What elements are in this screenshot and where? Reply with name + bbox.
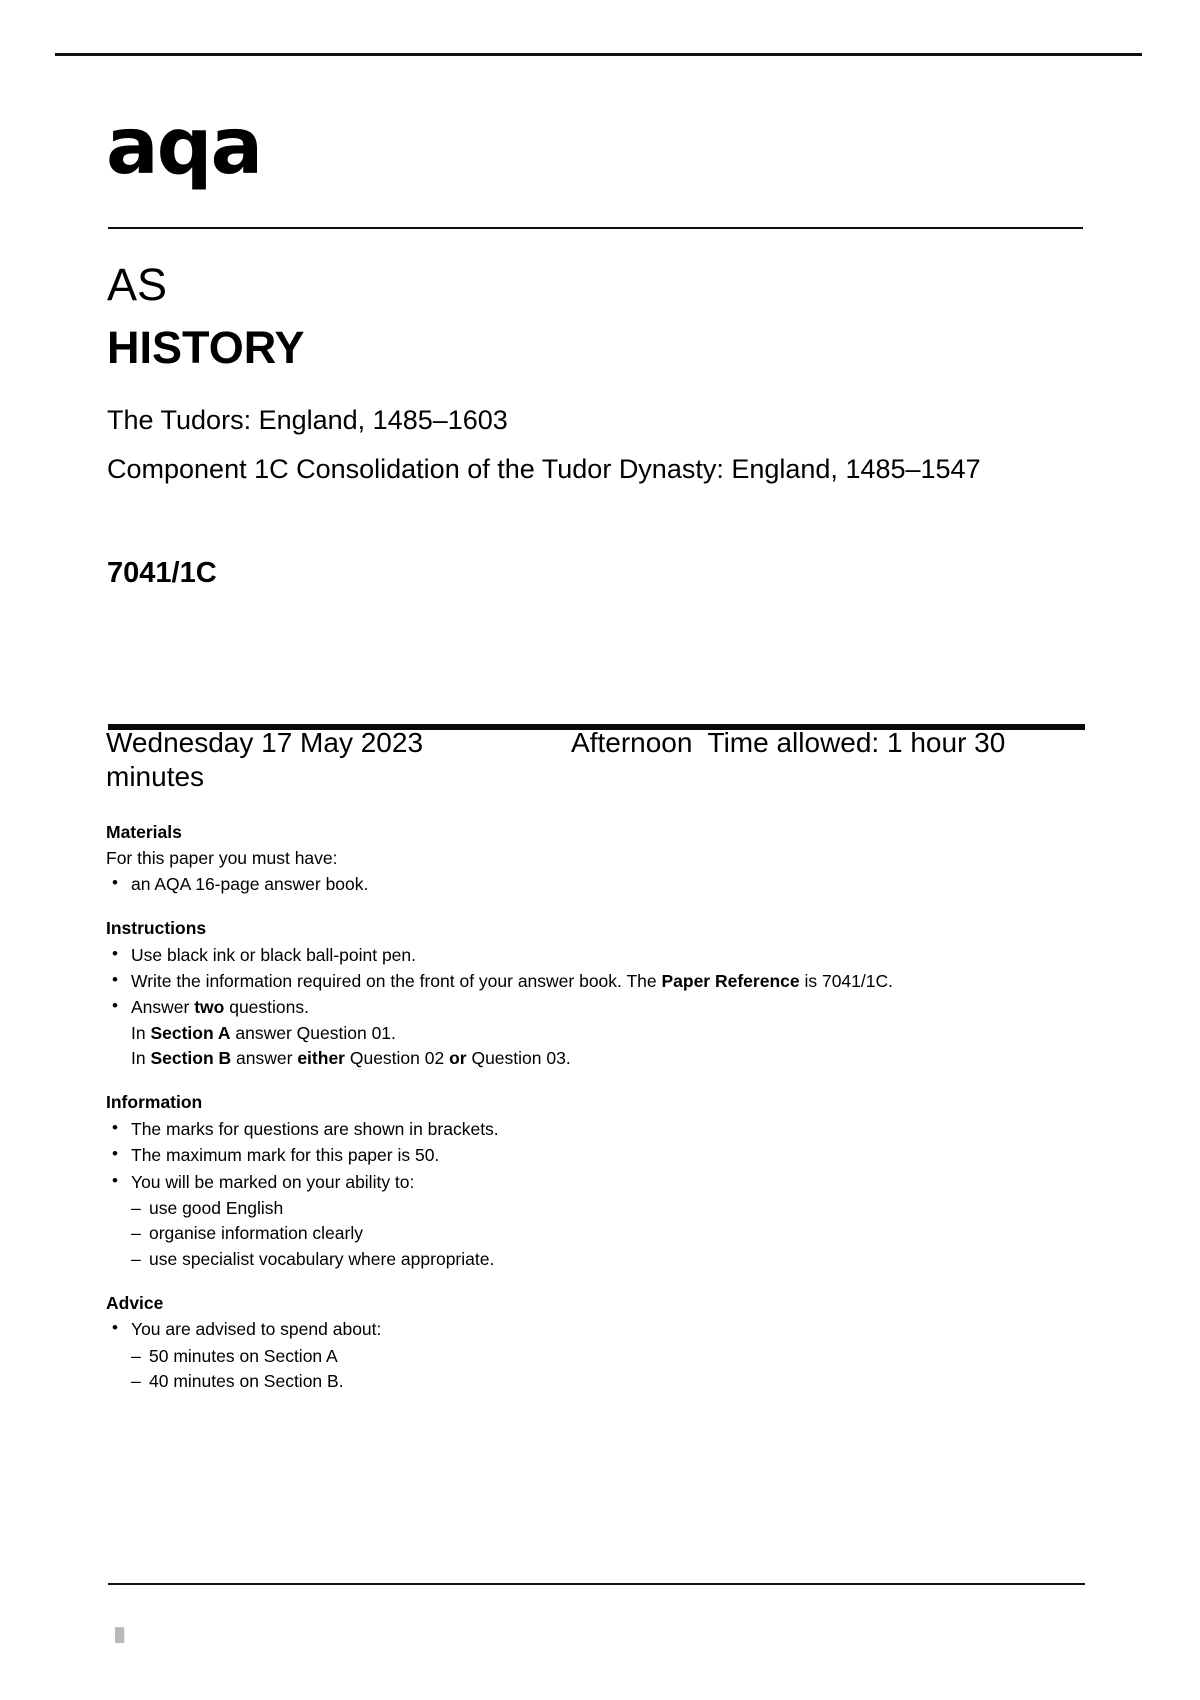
advice-sub-list	[106, 1344, 1006, 1395]
information-section	[106, 1090, 1006, 1272]
answer-count-bold: two	[194, 997, 225, 1018]
subject-title: The Tudors: England, 1485–1603	[107, 405, 508, 435]
information-heading: Information	[106, 1092, 203, 1113]
list-item: – use good English	[131, 1196, 1006, 1221]
information-text: You will be marked on your ability to:	[131, 1171, 415, 1192]
subject-name: HISTORY	[107, 322, 305, 373]
instructions-heading: Instructions	[106, 918, 207, 939]
materials-heading: Materials	[106, 822, 182, 842]
list-item: – 50 minutes on Section A	[131, 1344, 1006, 1369]
or-bold: or	[449, 1048, 467, 1068]
list-item: – use specialist vocabulary where appropriate.	[131, 1247, 1006, 1272]
top-divider-rule	[55, 53, 1142, 56]
instruction-text: Write the information required on the front of your answer book. The	[131, 970, 662, 991]
aqa-logo: aqa	[106, 102, 262, 192]
paper-code: 7041/1C	[107, 557, 217, 589]
logo-divider-rule	[108, 227, 1083, 229]
either-bold: either	[297, 1048, 345, 1068]
instruction-text: answer Question 01.	[230, 1022, 396, 1043]
materials-section	[106, 820, 1006, 897]
qualification-level: AS	[107, 259, 168, 310]
advice-section	[106, 1291, 1006, 1395]
instruction-text: Answer	[131, 997, 195, 1018]
list-item: – organise information clearly	[131, 1221, 1006, 1246]
information-list	[106, 1117, 1006, 1195]
list-item: • an AQA 16-page answer book.	[106, 872, 1006, 897]
section-b-instruction	[131, 1046, 1006, 1071]
instructions-list	[106, 943, 1006, 1072]
list-item: • The marks for questions are shown in brackets.	[106, 1117, 1006, 1142]
advice-heading: Advice	[106, 1293, 164, 1313]
materials-intro: For this paper you must have:	[106, 848, 338, 869]
instruction-text: Question 03.	[466, 1048, 571, 1068]
list-item: • The maximum mark for this paper is 50.	[106, 1143, 1006, 1168]
exam-session: Afternoon	[571, 727, 693, 758]
time-allowed-label: Time allowed:	[707, 727, 880, 758]
materials-list	[106, 872, 1006, 897]
list-item	[106, 969, 1006, 994]
list-item: • Use black ink or black ball-point pen.	[106, 943, 1006, 968]
instructions-panel	[106, 820, 1006, 1395]
information-sub-list	[106, 1196, 1006, 1272]
list-item: • You are advised to spend about:	[106, 1317, 1006, 1342]
time-allowed-value: 1 hour 30 minutes	[106, 727, 1006, 793]
paper-reference-bold: Paper Reference	[661, 970, 800, 991]
list-item	[106, 1170, 1006, 1195]
section-a-bold: Section A	[150, 1022, 231, 1043]
instruction-text: is 7041/1C.	[799, 970, 893, 991]
bottom-divider-rule	[108, 1583, 1085, 1585]
exam-datetime	[106, 726, 1006, 795]
instructions-section	[106, 916, 1006, 1071]
list-item	[106, 995, 1006, 1071]
list-item: – 40 minutes on Section B.	[131, 1369, 1006, 1394]
instruction-text: In	[131, 1022, 151, 1043]
section-a-instruction	[131, 1021, 1006, 1046]
instruction-text: Question 02	[344, 1048, 450, 1068]
instruction-text: answer	[231, 1048, 298, 1068]
section-b-bold: Section B	[150, 1048, 232, 1068]
advice-list	[106, 1317, 1006, 1342]
exam-date: Wednesday 17 May 2023	[106, 727, 424, 758]
instruction-text: In	[131, 1048, 151, 1068]
component-title: Component 1C Consolidation of the Tudor Dynasty: England, 1485–1547	[107, 454, 981, 484]
instruction-text: questions.	[224, 997, 309, 1018]
footer-artifact-mark: █	[115, 1627, 125, 1642]
